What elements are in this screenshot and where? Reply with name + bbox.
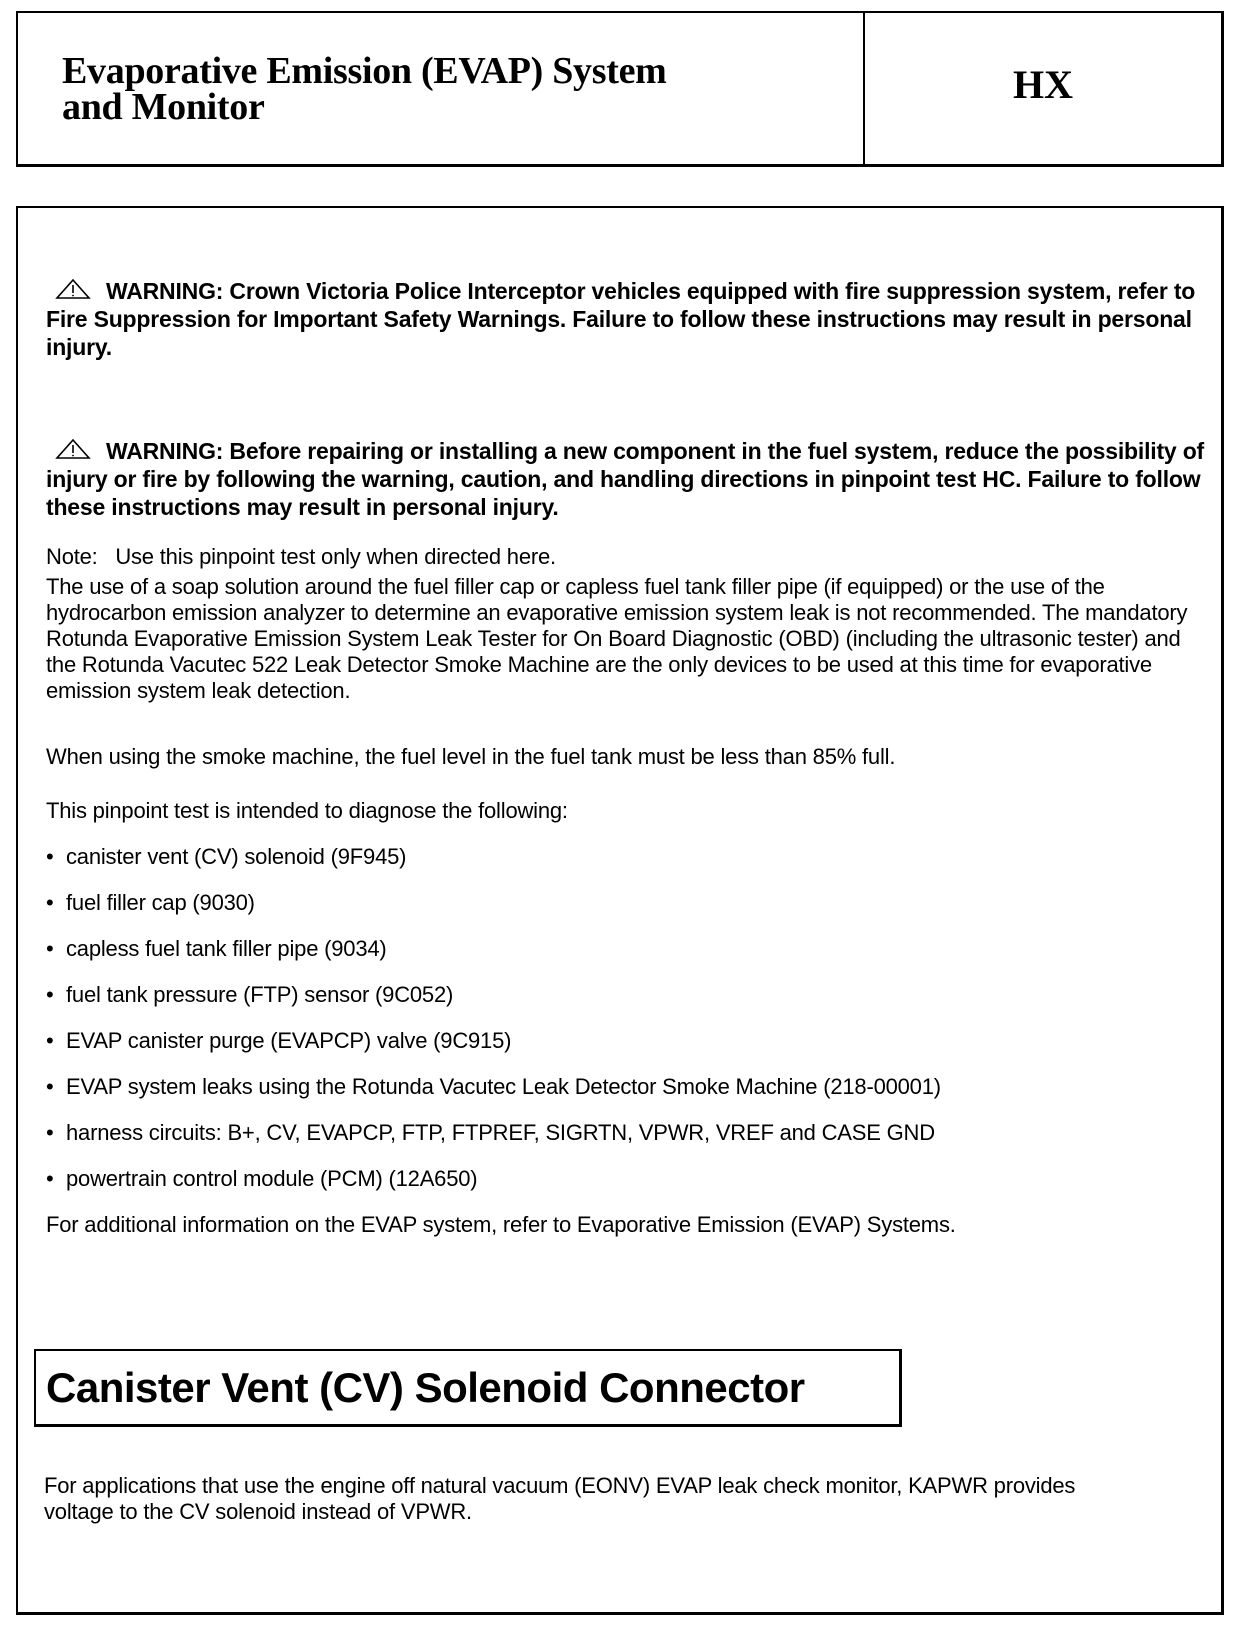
page-title-line2: and Monitor [62,86,265,128]
bullet-icon: • [46,890,54,915]
list-item: • EVAP system leaks using the Rotunda Vacutec Leak Detector Smoke Machine (218-00001) [46,1074,941,1099]
section-paragraph: For applications that use the engine off natural vacuum (EONV) EVAP leak check monitor, KAPWR provides voltage to the CV solenoid instead of VPWR. [44,1473,1076,1524]
header-code-cell [865,13,1221,164]
bullet-icon: • [46,1120,54,1145]
list-item: • powertrain control module (PCM) (12A650) [46,1166,478,1191]
pinpoint-test-code: HX [1013,62,1073,107]
bullet-icon: • [46,1166,54,1191]
header-title-cell [18,13,865,164]
section-title: Canister Vent (CV) Solenoid Connector [46,1363,805,1411]
list-item: • EVAP canister purge (EVAPCP) valve (9C915) [46,1028,512,1053]
warning-triangle-icon [54,439,92,459]
warning-fire-suppression [46,277,1206,361]
paragraph-smoke-machine: When using the smoke machine, the fuel level in the fuel tank must be less than 85% full. [46,744,896,769]
list-item: • canister vent (CV) solenoid (9F945) [46,844,407,869]
paragraph-diagnose-intro: This pinpoint test is intended to diagnose the following: [46,798,568,823]
warning-triangle-icon [54,279,92,299]
bullet-icon: • [46,936,54,961]
document-header [16,11,1224,167]
page-title [62,50,863,128]
section-heading-box [34,1349,902,1427]
paragraph-additional-info: For additional information on the EVAP system, refer to Evaporative Emission (EVAP) Systems. [46,1212,956,1237]
bullet-icon: • [46,1028,54,1053]
bullet-icon: • [46,982,54,1007]
warning-text: WARNING: Crown Victoria Police Interceptor vehicles equipped with fire suppression system, refer to Fire Suppression for Important Safety Warnings. Failure to follow these instructions may result in personal injury. [46,278,1196,360]
list-item: • fuel tank pressure (FTP) sensor (9C052) [46,982,454,1007]
bullet-icon: • [46,1074,54,1099]
warning-text: WARNING: Before repairing or installing a new component in the fuel system, reduce the possibility of injury or fire by following the warning, caution, and handling directions in pinpoint test HC. Failure to follow these instructions may result in personal injury. [46,438,1205,520]
warning-fuel-system [46,437,1206,521]
list-item: • harness circuits: B+, CV, EVAPCP, FTP, FTPREF, SIGRTN, VPWR, VREF and CASE GND [46,1120,935,1145]
note: Note: Use this pinpoint test only when directed here. [46,544,556,569]
paragraph-soap-solution: The use of a soap solution around the fuel filler cap or capless fuel tank filler pipe (if equipped) or the use of the hydrocarbon emission analyzer to determine an evaporative emission system leak is not recommended. The mandatory Rotunda Evaporative Emission System Leak Tester for On Board Diagnostic (OBD) (including the ultrasonic tester) and the Rotunda Vacutec 522 Leak Detector Smoke Machine are the only devices to be used at this time for evaporative emission system leak detection. [46,574,1188,703]
bullet-icon: • [46,844,54,869]
list-item: • capless fuel tank filler pipe (9034) [46,936,387,961]
list-item: • fuel filler cap (9030) [46,890,255,915]
page-title-line1: Evaporative Emission (EVAP) System [62,50,667,92]
